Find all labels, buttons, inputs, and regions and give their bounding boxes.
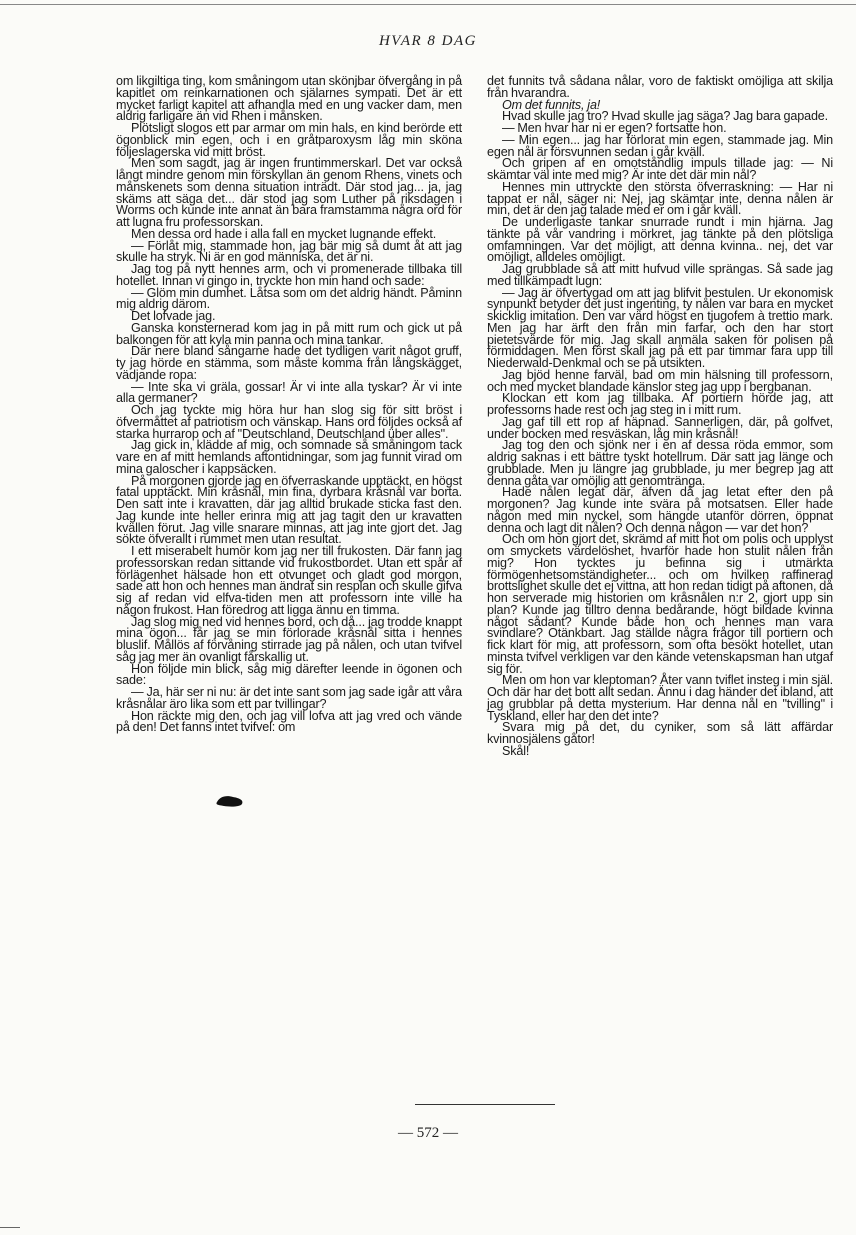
paragraph: — Men hvar har ni er egen? fortsatte hon. xyxy=(502,121,727,135)
paragraph: det funnits två sådana nålar, voro de faktiskt omöjliga att skilja från hvarandra. xyxy=(487,74,833,100)
top-rule xyxy=(0,4,856,5)
paragraph: Skål! xyxy=(502,743,530,758)
paragraph: — Jag är öfvertygad om att jag blifvit bestulen. Ur ekonomisk synpunkt betyder det just ingenting, ty nålen var bara en mycket skicklig imitation. Den var värd högst en tjugofem à trettio mark. Men jag har ärft den från min farfar, och den har stort pietetsvärde för mig. Jag skall anmäla saken för polisen på förmiddagen. Men först skall jag på ett par timmar fara upp till Niederwald-Denkmal och se på utsikten. xyxy=(487,285,833,370)
paragraph: Och om hon gjort det, skrämd af mitt hot om polis och upplyst om smyckets värdelöshet, hvarför hade hon stulit nålen från mig? Hon tycktes ju befinna sig i utmärkta förmögenhetsomständigheter... och om hvilken raffinerad brottslighet skulle det ej vittna, att hon redan tidigt på aftonen, då hon serverade mig historien om kråsnålen n:r 2, gjort upp sin plan? Kunde jag tilltro denna bedårande, högt bildade kvinna något sådant? Kunde både hon och hennes man vara svindlare? Otänkbart. Jag ställde några frågor till portiern och fick klart för mig, att professorn, som ofta besökt hotellet, utan minsta tvifvel verkligen var den kände vetenskapsman han utgaf sig för. xyxy=(487,532,833,676)
paragraph: Där nere bland sångarne hade det tydligen varit något gruff, ty jag hörde en stämma, som måste komma från långskägget, vädjande ropa: xyxy=(116,344,462,382)
paragraph: Hade nålen legat där, äfven då jag letat efter den på morgonen? Jag kunde inte svära på motsatsen. Eller hade någon med min nyckel, som hängde utanför dörren, öppnat denna och lagt dit nålen? Och denna någon — var det hon? xyxy=(487,485,833,535)
paragraph: Jag gick in, klädde af mig, och somnade så småningom tack vare en af mitt hemlands aftontidningar, som jag funnit virad om mina galoscher i kappsäcken. xyxy=(116,438,462,476)
running-header: HVAR 8 DAG xyxy=(378,33,478,49)
page-number: — 572 — xyxy=(398,1125,458,1141)
paragraph: Hennes min uttryckte den största öfverraskning: — Har ni tappat er nål, säger ni: Nej, jag skämtar inte, denna nålen är min, det är den jag talade med er om i går kväll. xyxy=(487,179,833,218)
paragraph: Klockan ett kom jag tillbaka. Af portiern hörde jag, att professorns hade rest och jag steg in i mitt rum. xyxy=(487,391,833,417)
paragraph: Jag tog på nytt hennes arm, och vi promenerade tillbaka till hotellet. Innan vi gingo in, tryckte hon min hand och sade: xyxy=(116,262,462,288)
paragraph: Och jag tyckte mig höra hur han slog sig för sitt bröst i öfvermåttet af patriotism och vänskap. Hans ord följdes också af starka hurrarop och af "Deutschland, Deutschland über alles". xyxy=(116,403,462,441)
paragraph: Jag grubblade så att mitt hufvud ville sprängas. Så sade jag med tillkämpadt lugn: xyxy=(487,262,833,288)
paragraph: De underligaste tankar snurrade rundt i min hjärna. Jag tänkte på vår vandring i mörkret, jag tänkte på den plötsliga omfamningen. Var det möjligt, att denna kvinna.. nej, det var omöjligt, alldeles omöjligt. xyxy=(487,215,833,265)
paragraph: I ett miserabelt humör kom jag ner till frukosten. Där fann jag professorskan redan sittande vid frukostbordet. Utan ett spår af förlägenhet hälsade hon ett otvunget och gladt god morgon, sade att hon och hennes man ändrat sin resplan och skulle gifva sig af redan vid elfva-tiden men att professorn inte ville ha någon frukost. Han föredrog att ligga ännu en timma. xyxy=(116,544,462,617)
paragraph: Plötsligt slogos ett par armar om min hals, en kind berörde ett ögonblick min egen, och i en gråtparoxysm låg min sköna följeslagerska vid mitt bröst. xyxy=(116,121,462,159)
paragraph: Svara mig på det, du cyniker, som så lätt affärdar kvinnosjälens gåtor! xyxy=(487,720,833,746)
paragraph: Men om hon var kleptoman? Åter vann tviflet insteg i min själ. Och där har det bott allt sedan. Ännu i dag händer det ibland, att jag grubblar på detta mysterium. Har denna nål en "tvilling" i Tyskland, eller har den det inte? xyxy=(487,673,833,723)
left-column xyxy=(116,76,462,734)
paragraph: — Inte ska vi gräla, gossar! Är vi inte alla tyskar? Är vi inte alla germaner? xyxy=(116,379,462,406)
paragraph: Men dessa ord hade i alla fall en mycket lugnande effekt. xyxy=(131,226,437,241)
paragraph: Ganska konsternerad kom jag in på mitt rum och gick ut på balkongen för att kyla min panna och mina tankar. xyxy=(116,320,462,347)
paragraph: Hon följde min blick, såg mig därefter leende in ögonen och sade: xyxy=(116,661,462,688)
paragraph: Hon räckte mig den, och jag vill lofva att jag vred och vände på den! Det fanns intet tvifvel: om xyxy=(116,708,462,735)
paragraph: — Ja, här ser ni nu: är det inte sant som jag sade igår att våra kråsnålar äro lika som ett par tvillingar? xyxy=(116,685,462,711)
paragraph: Jag gaf till ett rop af häpnad. Sannerligen, där, på golfvet, under bocken med resväskan, låg min kråsnål! xyxy=(487,414,833,441)
paragraph: Hvad skulle jag tro? Hvad skulle jag säga? Jag bara gapade. xyxy=(502,109,828,124)
paragraph: På morgonen gjorde jag en öfverraskande upptäckt, en högst fatal upptäckt. Min kråsnål, min fina, dyrbara kråsnål var borta. Den satt inte i kravatten, där jag alltid brukade sticka fast den. Jag kunde inte heller erinra mig att jag tagit den ur kravatten kvällen förut. Jag ville snarare minnas, att jag inte gjort det. Jag sökte öfverallt i rummet men utan resultat. xyxy=(116,473,462,547)
paragraph: Och gripen af en omotståndlig impuls tillade jag: — Ni skämtar väl inte med mig? Är inte det där min nål? xyxy=(487,156,833,182)
scan-edge-mark xyxy=(0,1227,20,1228)
paragraph: om likgiltiga ting, kom småningom utan skönjbar öfvergång in på kapitlet om reinkarnationen och själarnes sympati. Det är ett mycket farligt kapitel att afhandla med en ung vacker dam, men aldrig farligare än vid Rhen i månsken. xyxy=(116,74,462,124)
paragraph: — Förlåt mig, stammade hon, jag bär mig så dumt åt att jag skulle ha stryk. Ni är en god människa, det är ni. xyxy=(116,238,462,265)
paragraph: Det lofvade jag. xyxy=(131,309,216,323)
paragraph: Jag bjöd henne farväl, bad om min hälsning till professorn, och med mycket blandade känslor steg jag upp i bergbanan. xyxy=(487,367,833,394)
paragraph: Om det funnits, ja! xyxy=(502,97,601,112)
paragraph: — Min egen... jag har förlorat min egen, stammade jag. Min egen nål är försvunnen sedan i går kväll. xyxy=(487,132,833,159)
paragraph: — Glöm min dumhet. Låtsa som om det aldrig händt. Påminn mig aldrig därom. xyxy=(116,285,462,312)
paragraph: Men som sagdt, jag är ingen fruntimmerskarl. Det var också långt mindre genom min förskyllan än genom Rhens, vinets och månskenets som denna situation inträdt. Där stod jag... ja, jag skäms att säga det... där stod jag som Luther på riksdagen i Worms och kunde inte annat än bara framstamma några ord för att lugna fru professorskan. xyxy=(116,156,462,229)
paragraph: Jag tog den och sjönk ner i en af dessa röda emmor, som aldrig saknas i ett bättre tyskt hotellrum. Där satt jag länge och grubblade. Men ju längre jag grubblade, ju mer begrep jag att denna gåta var omöjlig att genomtränga. xyxy=(487,438,833,488)
paragraph: Jag slog mig ned vid hennes bord, och då... jag trodde knappt mina ögon... får jag se min förlorade kråsnål sitta i hennes bluslif. Mållös af förvåning stirrade jag på nålen, och utan tvifvel såg jag mer än ovanligt fårskallig ut. xyxy=(116,614,462,664)
ink-blot xyxy=(215,794,245,808)
footer-rule xyxy=(415,1104,555,1105)
right-column xyxy=(487,76,833,758)
